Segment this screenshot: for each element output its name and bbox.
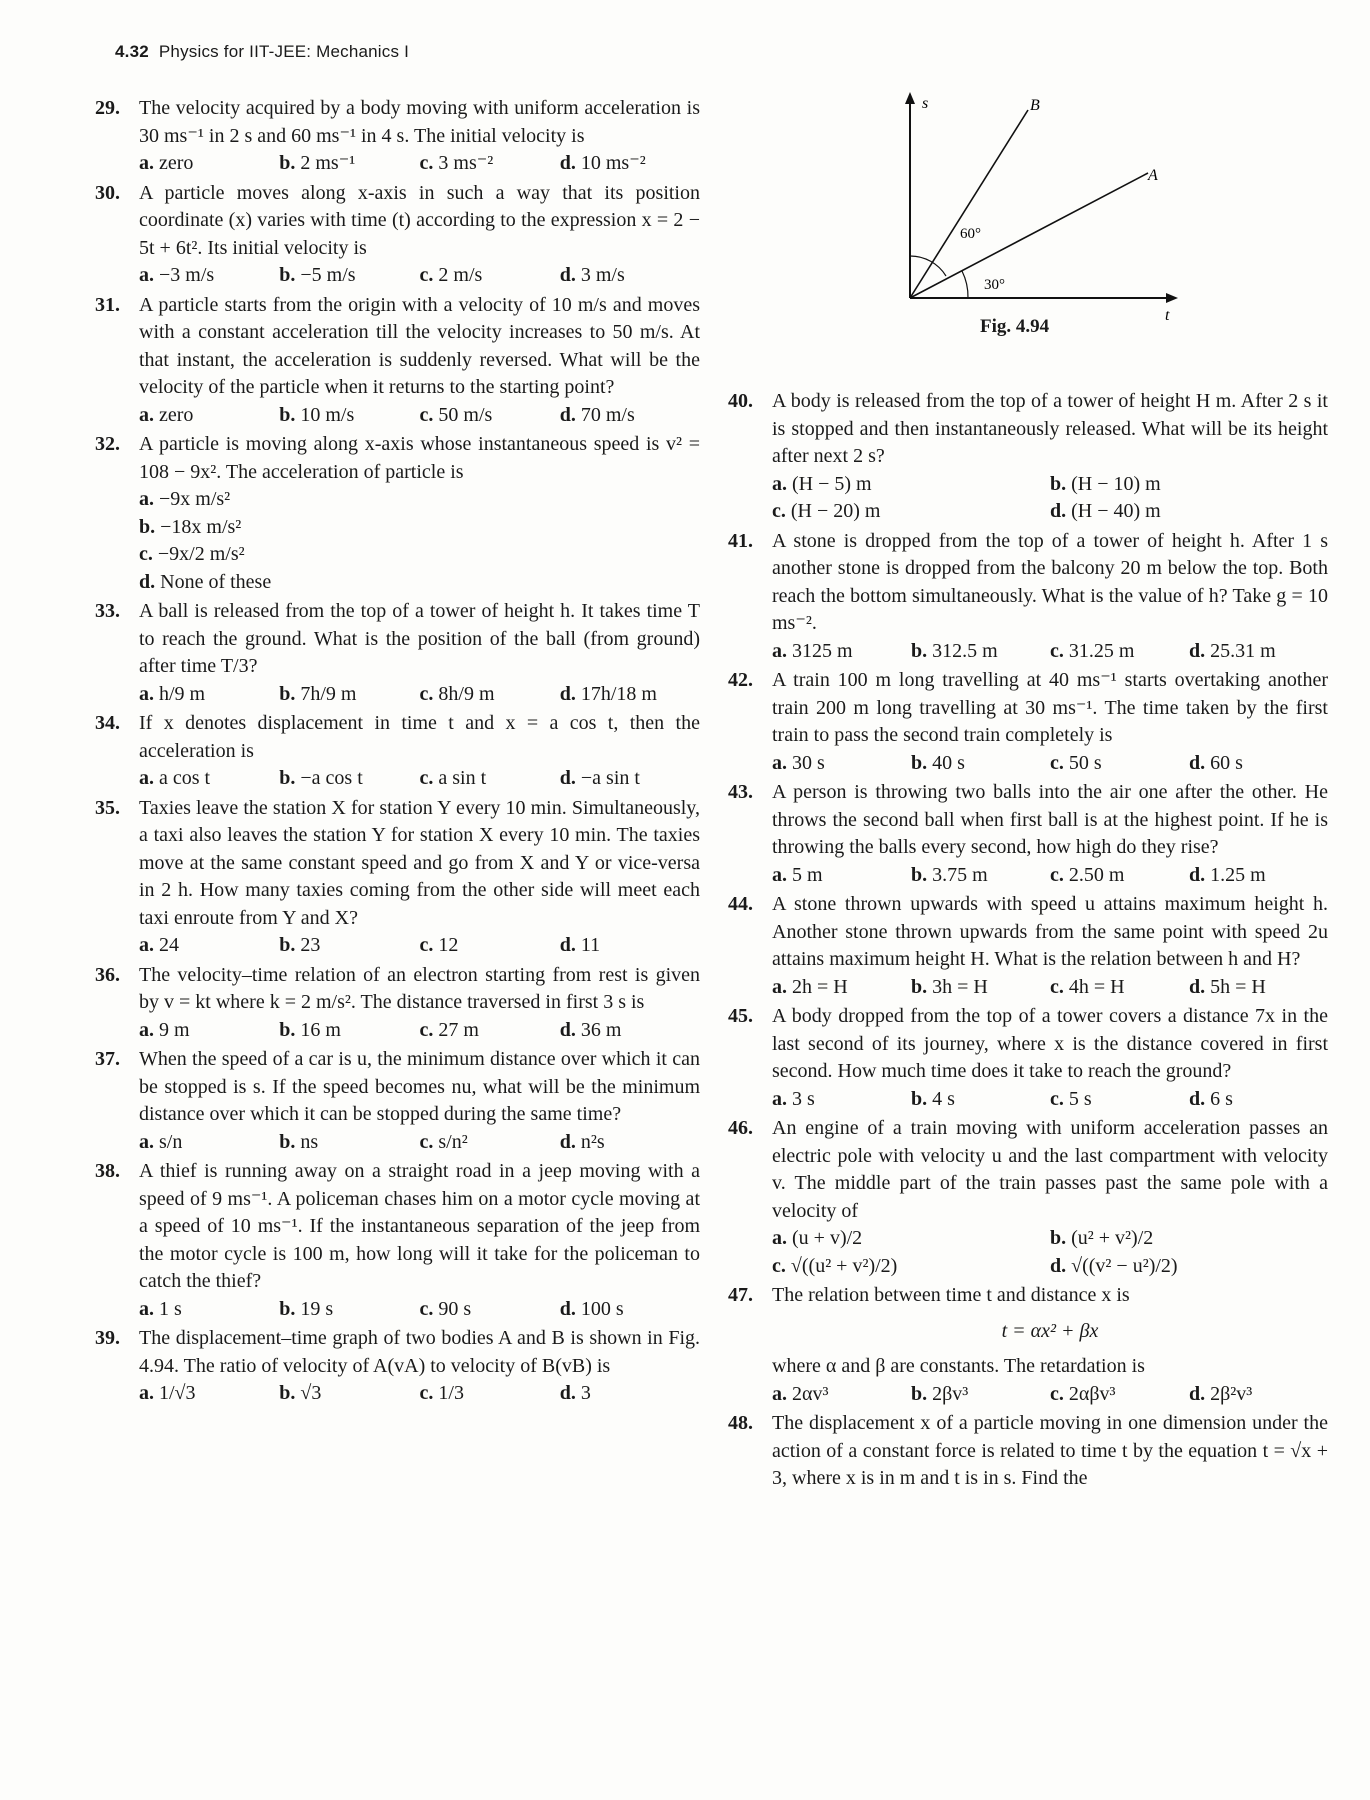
question-44 <box>728 891 1328 1001</box>
question-41 <box>728 528 1328 666</box>
option-a: a. −9x m/s² <box>139 488 231 510</box>
question-text: A stone is dropped from the top of a tower of height h. After 1 s another stone is dropped from the balcony 20 m below the top. Both reach the bottom simultaneously. What is the value of h? Take g = 10 ms⁻². <box>772 529 1328 634</box>
options <box>139 1296 700 1324</box>
figure-caption: Fig. 4.94 <box>980 316 1050 337</box>
options <box>772 471 1328 499</box>
options <box>139 765 700 793</box>
option-b: b. 16 m <box>279 1018 341 1041</box>
option-d: d. 6 s <box>1189 1087 1233 1110</box>
label-a: A <box>1148 167 1158 184</box>
option-a: a. 3125 m <box>772 639 853 662</box>
option-d: d. 10 ms⁻² <box>559 152 646 174</box>
question-number: 42. <box>728 669 753 691</box>
question-text: A ball is released from the top of a tower of height h. It takes time T to reach the ground. What is the position of the ball (from ground) after time T/3? <box>139 600 700 677</box>
option-c: c. 31.25 m <box>1050 639 1135 662</box>
question-number: 34. <box>95 712 120 734</box>
option-d: d. None of these <box>139 570 272 593</box>
question-38 <box>95 1158 700 1323</box>
question-text: A body is released from the top of a tower of height H m. After 2 s it is stopped and then instantaneously released. What will be its height after next 2 s? <box>772 390 1328 467</box>
option-a: a. 2αv³ <box>772 1382 829 1405</box>
option-a: a. (u + v)/2 <box>772 1227 863 1249</box>
option-d: d. 100 s <box>559 1297 624 1320</box>
question-number: 43. <box>728 781 753 803</box>
question-35 <box>95 795 700 960</box>
option-a: a. s/n <box>139 1130 183 1153</box>
option-c: c. 2.50 m <box>1050 863 1125 886</box>
question-text: A person is throwing two balls into the air one after the other. He throws the second ball when first ball is at the highest point. If he is throwing the balls every second, how high do they rise? <box>772 781 1328 858</box>
question-39 <box>95 1325 700 1408</box>
label-b: B <box>1030 97 1040 114</box>
question-37 <box>95 1046 700 1156</box>
option-d: d. 60 s <box>1189 751 1243 774</box>
question-number: 44. <box>728 893 753 915</box>
option-d: d. 36 m <box>559 1018 622 1041</box>
question-45 <box>728 1003 1328 1113</box>
options <box>772 1225 1328 1253</box>
question-29 <box>95 95 700 178</box>
option-d: d. (H − 40) m <box>1050 500 1161 522</box>
option-a: a. a cos t <box>139 767 211 789</box>
question-number: 45. <box>728 1005 753 1027</box>
question-48 <box>728 1410 1328 1493</box>
option-c: c. 27 m <box>419 1018 479 1041</box>
option-a: a. zero <box>139 403 194 426</box>
book-title: Physics for IIT-JEE: Mechanics I <box>158 42 410 61</box>
question-number: 31. <box>95 293 120 316</box>
question-32 <box>95 431 700 596</box>
question-34 <box>95 710 700 793</box>
option-c: c. −9x/2 m/s² <box>139 543 245 565</box>
option-c: c. 8h/9 m <box>419 682 495 705</box>
question-31 <box>95 292 700 430</box>
option-b: b. 7h/9 m <box>279 682 357 705</box>
options <box>139 681 700 709</box>
label-angle-30: 30° <box>984 277 1005 293</box>
question-number: 48. <box>728 1412 753 1434</box>
figure-displacement-time-graph <box>880 88 1180 348</box>
option-d: d. 17h/18 m <box>559 682 657 705</box>
option-b: b. 23 <box>279 934 321 956</box>
label-s: s <box>922 95 929 112</box>
option-c: c. s/n² <box>419 1130 468 1153</box>
option-a: a. 1/√3 <box>139 1382 196 1404</box>
left-column <box>95 95 700 1410</box>
question-number: 41. <box>728 529 753 552</box>
options <box>772 1086 1328 1114</box>
option-b: b. 4 s <box>911 1087 955 1110</box>
option-a: a. 30 s <box>772 751 825 774</box>
question-number: 32. <box>95 433 120 455</box>
options <box>772 862 1328 890</box>
question-number: 38. <box>95 1160 120 1182</box>
question-number: 35. <box>95 796 120 819</box>
question-text: An engine of a train moving with uniform acceleration passes an electric pole with velocity u and the last compartment with velocity v. The middle part of the train passes past the same pole with a velocity of <box>772 1117 1328 1222</box>
s-axis-arrow <box>905 92 915 104</box>
option-d: d. 25.31 m <box>1189 639 1276 662</box>
label-t: t <box>1165 307 1170 324</box>
question-number: 40. <box>728 390 753 412</box>
question-number: 47. <box>728 1284 753 1306</box>
option-b: b. (H − 10) m <box>1050 472 1161 495</box>
question-43 <box>728 779 1328 889</box>
option-b: b. 40 s <box>911 751 965 774</box>
option-c: c. 12 <box>419 934 459 956</box>
option-d: d. √((v² − u²)/2) <box>1050 1254 1178 1277</box>
options <box>139 150 700 178</box>
options <box>139 932 700 960</box>
page-number: 4.32 <box>115 42 149 61</box>
option-b: b. √3 <box>279 1382 322 1404</box>
question-46 <box>728 1115 1328 1280</box>
option-a: a. h/9 m <box>139 682 206 705</box>
options <box>139 1380 700 1408</box>
line-a <box>910 173 1148 298</box>
question-number: 46. <box>728 1117 753 1139</box>
option-c: c. 50 s <box>1050 751 1102 774</box>
options <box>139 262 700 290</box>
question-text: The displacement–time graph of two bodies A and B is shown in Fig. 4.94. The ratio of velocity of A(vA) to velocity of B(vB) is <box>139 1327 700 1377</box>
option-a: a. (H − 5) m <box>772 472 872 495</box>
angle-arc-60 <box>910 256 946 276</box>
question-text: The velocity acquired by a body moving with uniform acceleration is 30 ms⁻¹ in 2 s and 60 ms⁻¹ in 4 s. The initial velocity is <box>139 97 700 147</box>
option-b: b. 10 m/s <box>279 403 355 426</box>
options <box>772 1381 1328 1409</box>
right-column <box>728 388 1328 1495</box>
options <box>139 402 700 430</box>
option-c: c. 2αβv³ <box>1050 1382 1116 1405</box>
option-b: b. (u² + v²)/2 <box>1050 1227 1154 1249</box>
question-47 <box>728 1282 1328 1408</box>
option-c: c. a sin t <box>419 767 487 789</box>
equation: t = αx² + βx <box>1001 1319 1099 1342</box>
option-d: d. 1.25 m <box>1189 863 1266 886</box>
question-text: The displacement x of a particle moving in one dimension under the action of a constant force is related to time t by the equation t = √x + 3, where x is in m and t is in s. Find the <box>772 1412 1328 1489</box>
label-angle-60: 60° <box>960 226 981 242</box>
option-a: a. zero <box>139 152 194 174</box>
options <box>772 638 1328 666</box>
question-36 <box>95 962 700 1045</box>
question-number: 29. <box>95 97 120 119</box>
option-d: d. 5h = H <box>1189 975 1266 998</box>
question-text: A body dropped from the top of a tower covers a distance 7x in the last second of its journey, where x is the distance covered in first second. How much time does it take to reach the ground? <box>772 1005 1328 1082</box>
question-40 <box>728 388 1328 526</box>
options <box>772 750 1328 778</box>
question-number: 37. <box>95 1048 120 1070</box>
option-b: b. 19 s <box>279 1297 334 1320</box>
option-b: b. −a cos t <box>279 767 363 789</box>
option-a: a. 2h = H <box>772 975 848 998</box>
option-c: c. 3 ms⁻² <box>419 152 494 174</box>
option-b: b. 2βv³ <box>911 1382 969 1405</box>
option-d: d. n²s <box>559 1130 605 1153</box>
option-c: c. 90 s <box>419 1297 472 1320</box>
option-d: d. 3 m/s <box>559 264 625 286</box>
options <box>139 1129 700 1157</box>
t-axis-arrow <box>1166 293 1178 303</box>
option-a: a. 5 m <box>772 863 823 886</box>
question-text: The relation between time t and distance x is <box>772 1284 1130 1306</box>
question-text: A stone thrown upwards with speed u attains maximum height h. Another stone thrown upwards from the same point with speed 2u attains maximum height H. What is the relation between h and H? <box>772 893 1328 970</box>
question-text: A particle starts from the origin with a velocity of 10 m/s and moves with a constant acceleration till the velocity increases to 50 m/s. At that instant, the acceleration is suddenly reversed. What will be the velocity of the particle when it returns to the starting point? <box>139 293 700 398</box>
options <box>772 498 1328 526</box>
angle-arc-30 <box>962 271 968 298</box>
options <box>772 1253 1328 1281</box>
line-b <box>910 110 1028 298</box>
question-text: A thief is running away on a straight road in a jeep moving with a speed of 9 ms⁻¹. A policeman chases him on a motor cycle moving at a speed of 10 ms⁻¹. If the instantaneous separation of the jeep from the motor cycle is 100 m, how long will it take for the policeman to catch the thief? <box>139 1160 700 1292</box>
option-a: a. 24 <box>139 934 179 956</box>
option-d: d. −a sin t <box>559 767 640 789</box>
question-text: A train 100 m long travelling at 40 ms⁻¹ starts overtaking another train 200 m long travelling at 30 ms⁻¹. The time taken by the first train to pass the second train completely is <box>772 669 1328 746</box>
option-d: d. 3 <box>559 1382 591 1404</box>
question-30 <box>95 180 700 290</box>
question-text-continued: where α and β are constants. The retardation is <box>772 1355 1145 1377</box>
option-a: a. 1 s <box>139 1297 182 1320</box>
option-c: c. 1/3 <box>419 1382 464 1404</box>
option-d: d. 70 m/s <box>559 403 635 426</box>
option-b: b. 3.75 m <box>911 863 988 886</box>
question-text: Taxies leave the station X for station Y every 10 min. Simultaneously, a taxi also leaves the station Y for station X every 10 min. The taxies move at the same constant speed and go from X and Y or vice-versa in 2 h. How many taxies coming from the other side will meet each taxi enroute from Y and X? <box>139 796 700 929</box>
option-c: c. 4h = H <box>1050 975 1125 998</box>
options <box>139 1017 700 1045</box>
page-header <box>115 42 409 62</box>
option-c: c. 5 s <box>1050 1087 1092 1110</box>
question-text: The velocity–time relation of an electron starting from rest is given by v = kt where k = 2 m/s². The distance traversed in first 3 s is <box>139 963 700 1013</box>
question-text: A particle is moving along x-axis whose instantaneous speed is v² = 108 − 9x². The acceleration of particle is <box>139 433 700 483</box>
options <box>772 974 1328 1002</box>
option-b: b. 2 ms⁻¹ <box>279 152 356 174</box>
question-42 <box>728 667 1328 777</box>
question-number: 36. <box>95 963 120 986</box>
option-b: b. −18x m/s² <box>139 515 242 538</box>
option-c: c. √((u² + v²)/2) <box>772 1254 898 1277</box>
question-33 <box>95 598 700 708</box>
question-text: If x denotes displacement in time t and x = a cos t, then the acceleration is <box>139 712 700 762</box>
option-b: b. −5 m/s <box>279 264 356 286</box>
option-c: c. (H − 20) m <box>772 500 881 522</box>
question-text: When the speed of a car is u, the minimum distance over which it can be stopped is s. If the speed becomes nu, what will be the minimum distance over which it can be stopped during the same time? <box>139 1048 700 1125</box>
option-d: d. 11 <box>559 934 601 956</box>
option-b: b. ns <box>279 1130 319 1153</box>
option-c: c. 2 m/s <box>419 264 483 286</box>
question-number: 30. <box>95 181 120 204</box>
option-a: a. −3 m/s <box>139 264 215 286</box>
question-number: 39. <box>95 1327 120 1349</box>
question-text: A particle moves along x-axis in such a way that its position coordinate (x) varies with time (t) according to the expression x = 2 − 5t + 6t². Its initial velocity is <box>139 181 700 259</box>
option-b: b. 3h = H <box>911 975 988 998</box>
option-a: a. 9 m <box>139 1018 190 1041</box>
question-number: 33. <box>95 600 120 622</box>
option-b: b. 312.5 m <box>911 639 998 662</box>
option-c: c. 50 m/s <box>419 403 493 426</box>
option-d: d. 2β²v³ <box>1189 1382 1253 1405</box>
option-a: a. 3 s <box>772 1087 815 1110</box>
